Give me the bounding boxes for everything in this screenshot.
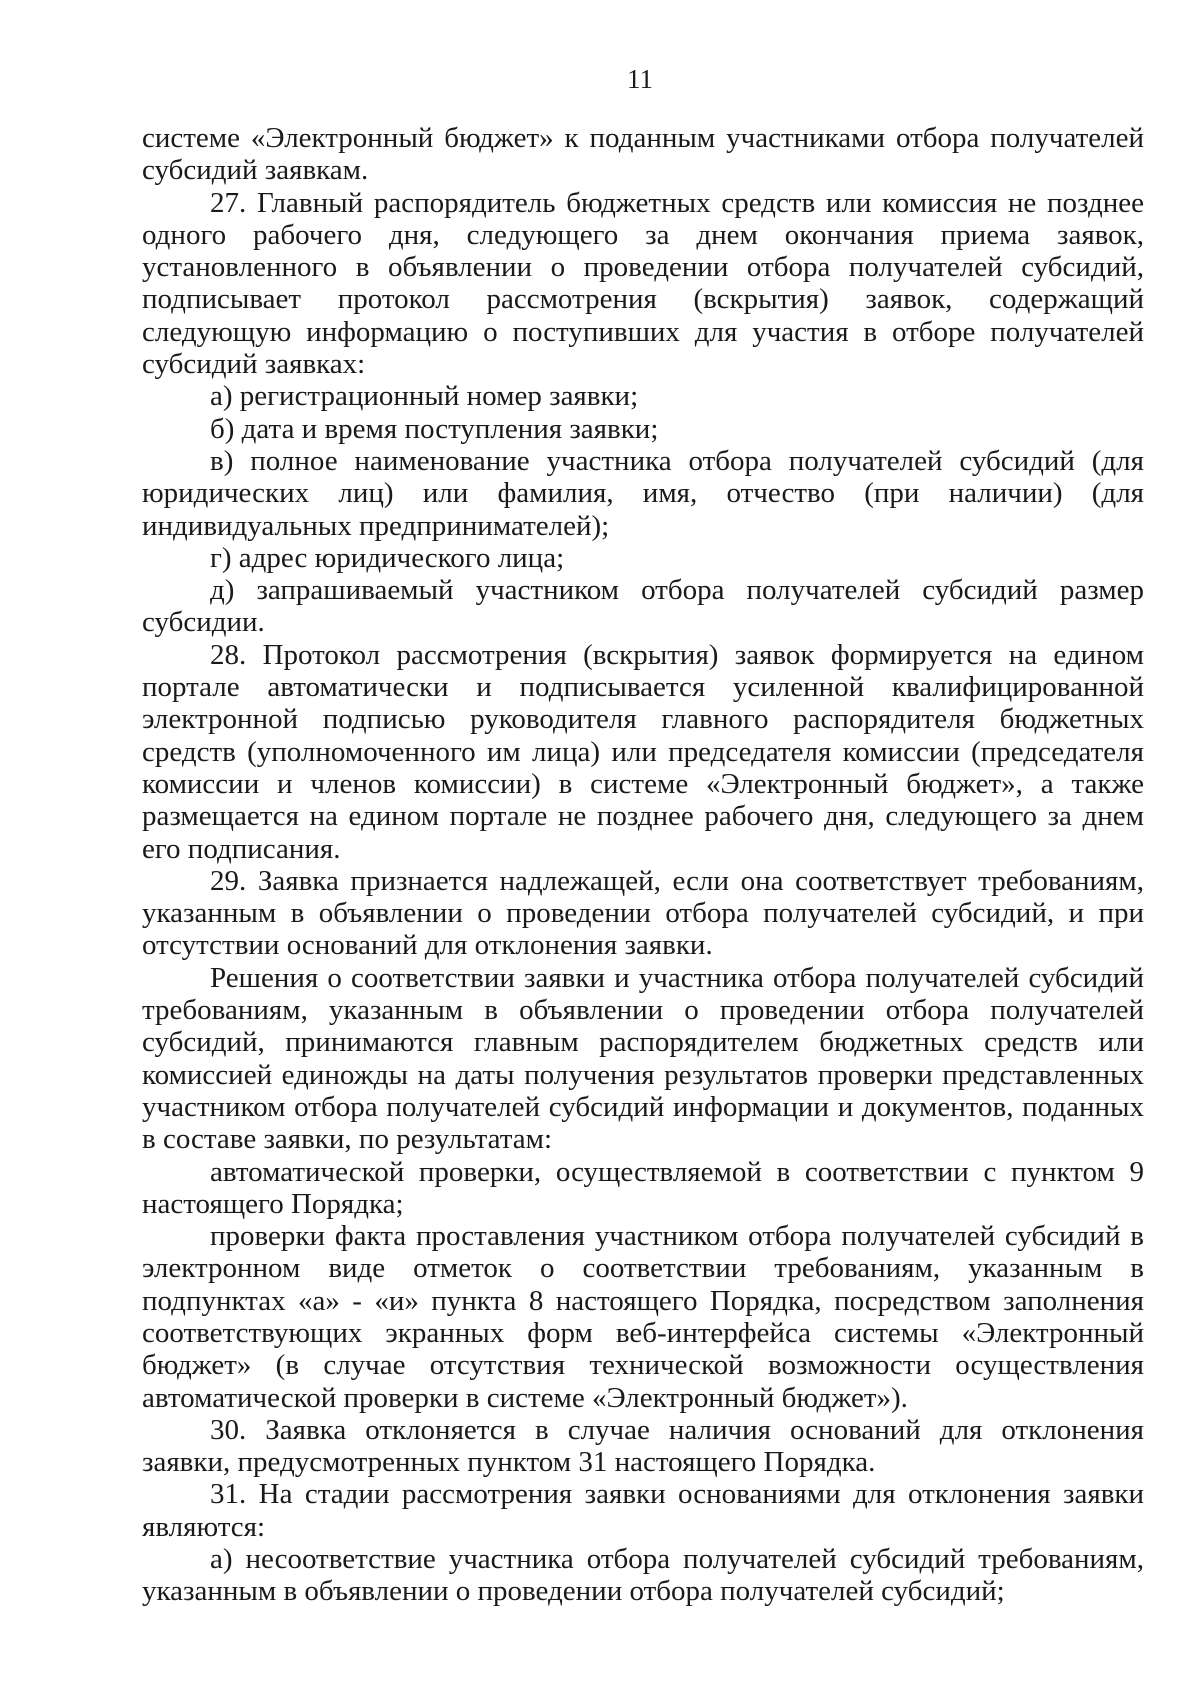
paragraph-clause-31: 31. На стадии рассмотрения заявки основаниями для отклонения заявки являются: xyxy=(142,1478,1144,1543)
paragraph-clause-28: 28. Протокол рассмотрения (вскрытия) заявок формируется на едином портале автоматически и подписывается усиленной квалифицированной электронной подписью руководителя главного распорядителя бюджетных средств (уполномоченного им лица) или председателя комиссии (председателя комиссии и членов комиссии) в системе «Электронный бюджет», а также размещается на едином портале не позднее рабочего дня, следующего за днем его подписания. xyxy=(142,638,1144,865)
page-number: 11 xyxy=(627,64,653,94)
list-item-v: в) полное наименование участника отбора получателей субсидий (для юридических лиц) или фамилия, имя, отчество (при наличии) (для индивидуальных предпринимателей); xyxy=(142,444,1144,542)
paragraph-clause-27: 27. Главный распорядитель бюджетных средств или комиссия не позднее одного рабочего дня, следующего за днем окончания приема заявок, установленного в объявлении о проведении отбора получателей субсидий, подписывает протокол рассмотрения (вскрытия) заявок, содержащий следующую информацию о поступивших для участия в отборе получателей субсидий заявках: xyxy=(142,186,1144,381)
paragraph-continuation: системе «Электронный бюджет» к поданным участниками отбора получателей субсидий заявкам. xyxy=(142,122,1144,187)
list-item-31-a: а) несоответствие участника отбора получателей субсидий требованиям, указанным в объявлении о проведении отбора получателей субсидий; xyxy=(142,1543,1144,1608)
document-body xyxy=(142,122,1144,1608)
list-item-b: б) дата и время поступления заявки; xyxy=(210,412,659,445)
paragraph-clause-30: 30. Заявка отклоняется в случае наличия оснований для отклонения заявки, предусмотренных пунктом 31 настоящего Порядка. xyxy=(142,1413,1144,1479)
list-item-a: а) регистрационный номер заявки; xyxy=(210,380,639,413)
paragraph-clause-29: 29. Заявка признается надлежащей, если она соответствует требованиям, указанным в объявлении о проведении отбора получателей субсидий, и при отсутствии оснований для отклонения заявки. xyxy=(142,864,1144,962)
paragraph-decisions: Решения о соответствии заявки и участника отбора получателей субсидий требованиям, указанным в объявлении о проведении отбора получателей субсидий, принимаются главным распорядителем бюджетных средств или комиссией единожды на даты получения результатов проверки представленных участником отбора получателей субсидий информации и документов, поданных в составе заявки, по результатам: xyxy=(142,961,1144,1156)
paragraph-manual-check: проверки факта проставления участником отбора получателей субсидий в электронном виде отметок о соответствии требованиям, указанным в подпунктах «а» - «и» пункта 8 настоящего Порядка, посредством заполнения соответствующих экранных форм веб-интерфейса системы «Электронный бюджет» (в случае отсутствия технической возможности осуществления автоматической проверки в системе «Электронный бюджет»). xyxy=(142,1220,1144,1414)
list-item-g: г) адрес юридического лица; xyxy=(210,541,565,574)
paragraph-automatic-check: автоматической проверки, осуществляемой в соответствии с пунктом 9 настоящего Порядка; xyxy=(142,1155,1144,1220)
list-item-d: д) запрашиваемый участником отбора получателей субсидий размер субсидии. xyxy=(142,574,1144,639)
